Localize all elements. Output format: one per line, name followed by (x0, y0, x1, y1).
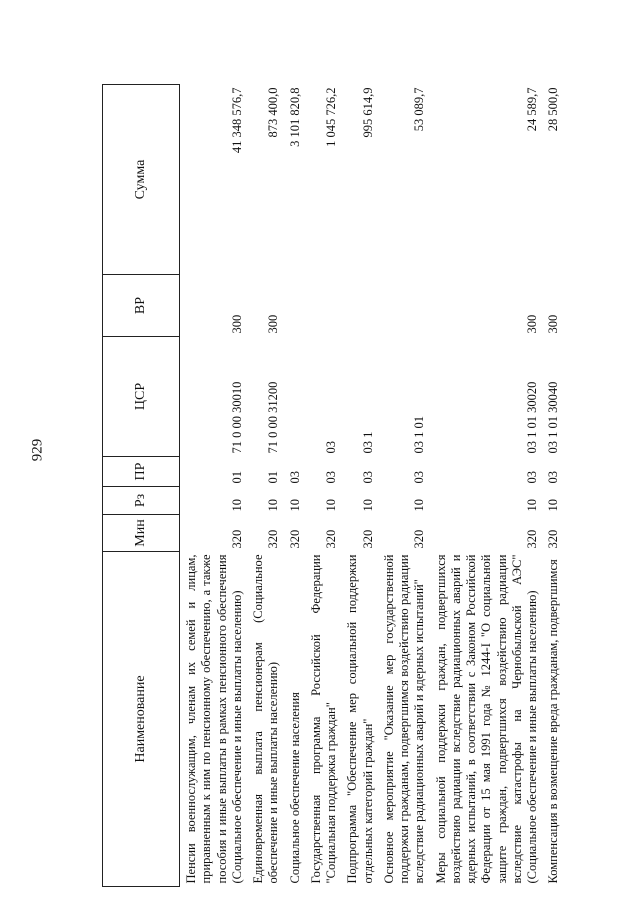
row-rz: 10 (546, 499, 561, 512)
row-min: 320 (324, 529, 338, 549)
row-vr (341, 275, 378, 337)
table-row (247, 85, 284, 887)
row-min: 320 (229, 529, 244, 549)
row-name: Основное мероприятие "Оказание мер государственной поддержки гражданам, подвергшимся воздействию радиации вследствие радиационных аварий и ядерных испытаний" (381, 554, 427, 884)
table-row (430, 85, 543, 887)
page-number-text: 929 (29, 438, 46, 462)
row-vr (305, 275, 342, 337)
row-vr (378, 275, 430, 337)
row-pr: 03 (360, 471, 375, 484)
row-rz: 10 (360, 499, 375, 512)
row-pr: 03 (324, 471, 338, 484)
row-pr: 03 (546, 471, 561, 484)
rotated-page-content (102, 85, 594, 887)
row-rz: 10 (324, 499, 338, 512)
table-row (378, 85, 430, 887)
row-name: Пенсии военнослужащим, членам их семей и лицам, приравненным к ним по пенсионному обеспечению, а также пособия и иные выплаты в рамках пенсионного обеспечения (Социальное обеспечение и иные выплаты населению) (184, 554, 244, 884)
table-row (284, 85, 305, 887)
row-csr: 03 1 (360, 431, 375, 454)
row-min: 320 (546, 529, 561, 549)
row-vr: 300 (546, 314, 561, 334)
table-row (341, 85, 378, 887)
table-row (180, 85, 248, 887)
row-rz: 10 (266, 499, 281, 512)
row-name: Меры социальной поддержки граждан, подвергшихся воздействию радиации вследствие радиационных аварий и ядерных испытаний, в соответствии с Законом Российской Федерации от 15 мая 1991 года № 1244-I "О социальной защите граждан, подвергшихся воздействию радиации вследствие катастрофы на Чернобыльской АЭС" (Социальное обеспечение и иные выплаты населению) (433, 554, 539, 884)
row-csr: 71 0 00 30010 (229, 381, 244, 454)
table-row (542, 85, 563, 887)
row-min: 320 (525, 529, 539, 549)
row-name: Социальное обеспечение населения (287, 692, 302, 884)
header-csr: ЦСР (103, 337, 180, 457)
row-sum: 873 400,0 (266, 87, 281, 138)
row-vr: 300 (525, 314, 539, 334)
row-pr: 03 (287, 471, 302, 484)
row-min: 320 (412, 529, 427, 549)
header-vr: ВР (103, 275, 180, 337)
row-sum: 28 500,0 (546, 87, 561, 132)
row-sum: 3 101 820,8 (287, 87, 302, 147)
header-min: Мин (103, 515, 180, 552)
row-csr: 71 0 00 31200 (266, 381, 281, 454)
table-row (305, 85, 342, 887)
header-name: Наименование (103, 552, 180, 887)
row-pr: 01 (229, 471, 244, 484)
budget-table (102, 84, 564, 887)
row-rz: 10 (525, 499, 539, 512)
header-sum: Сумма (103, 85, 180, 275)
row-sum: 995 614,9 (360, 87, 375, 138)
row-name: Компенсация в возмещение вреда гражданам, подвергшимся (546, 559, 561, 884)
header-rz: Рз (103, 487, 180, 515)
table-header-row (103, 85, 180, 887)
row-pr: 03 (525, 471, 539, 484)
row-csr: 03 (324, 441, 338, 454)
row-rz: 10 (229, 499, 244, 512)
row-min: 320 (287, 529, 302, 549)
row-rz: 10 (412, 499, 427, 512)
row-csr: 03 1 01 30040 (546, 381, 561, 454)
row-sum: 53 089,7 (412, 87, 427, 132)
row-name: Государственная программа Российской Федерации "Социальная поддержка граждан" (308, 554, 338, 884)
row-csr (284, 337, 305, 457)
page-number (18, 430, 58, 470)
row-vr: 300 (229, 314, 244, 334)
row-csr: 03 1 01 30020 (525, 381, 539, 454)
row-rz: 10 (287, 499, 302, 512)
row-sum: 24 589,7 (525, 87, 539, 132)
row-csr: 03 1 01 (412, 416, 427, 454)
row-pr: 01 (266, 471, 281, 484)
row-min: 320 (360, 529, 375, 549)
row-min: 320 (266, 529, 281, 549)
row-pr: 03 (412, 471, 427, 484)
row-name: Подпрограмма "Обеспечение мер социальной поддержки отдельных категорий граждан" (345, 554, 375, 884)
row-sum: 41 348 576,7 (229, 87, 244, 154)
row-name: Единовременная выплата пенсионерам (Социальное обеспечение и иные выплаты населению) (251, 554, 281, 884)
header-pr: ПР (103, 457, 180, 487)
row-vr (284, 275, 305, 337)
row-vr: 300 (266, 314, 281, 334)
row-sum: 1 045 726,2 (324, 87, 338, 147)
